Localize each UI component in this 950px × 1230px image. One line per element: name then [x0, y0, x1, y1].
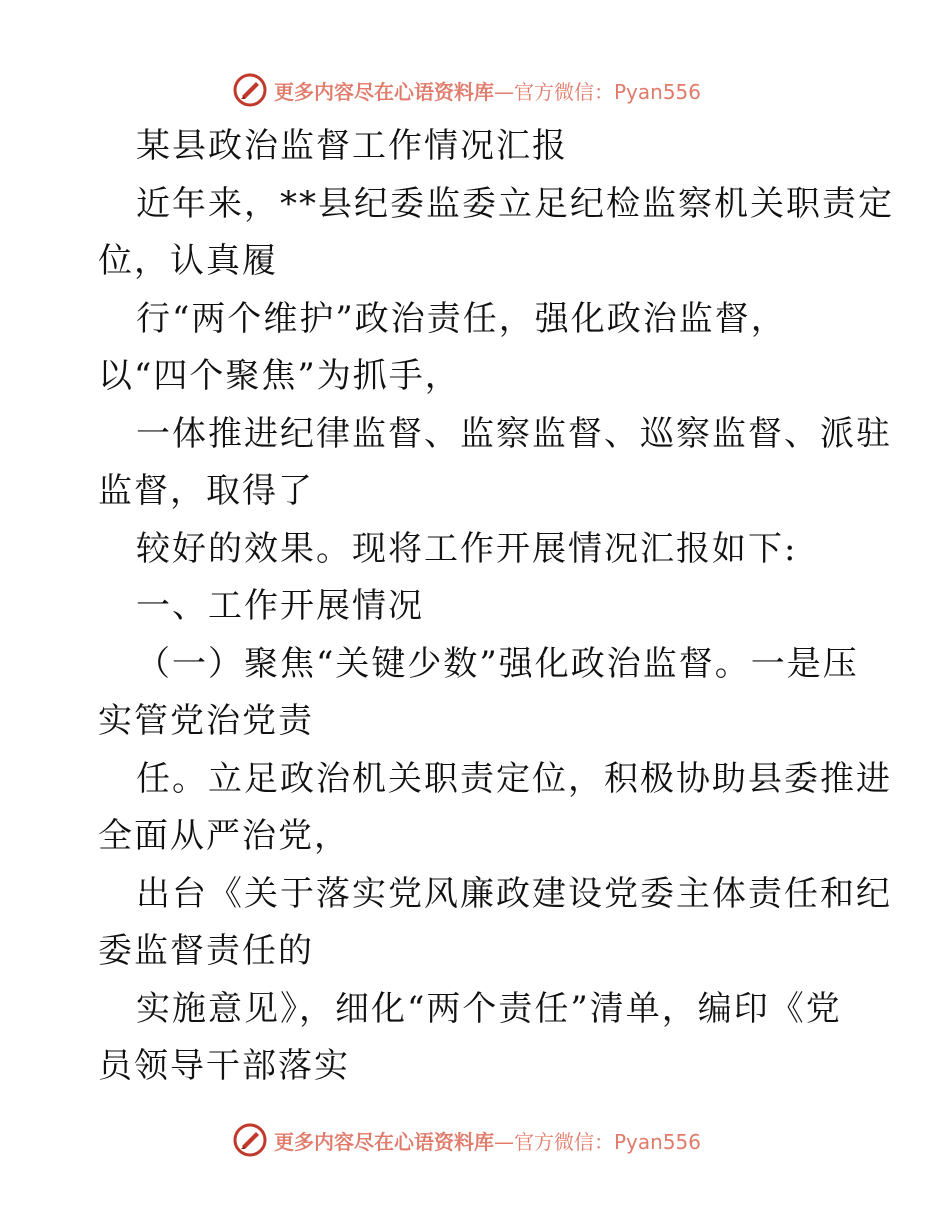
header-banner: [232, 70, 701, 110]
paragraph-line: 出台《关于落实党风廉政建设党委主体责任和纪: [136, 873, 892, 914]
red-seal-logo-icon: [232, 1122, 268, 1158]
paragraph-line: （一）聚焦“关键少数”强化政治监督。一是压: [136, 643, 859, 684]
banner-sub-text: —官方微信：Pyan556: [494, 79, 702, 104]
banner-main-text: 更多内容尽在心语资料库: [274, 1129, 494, 1154]
red-seal-logo-icon: [232, 72, 268, 108]
paragraph-line: 实施意见》，细化“两个责任”清单，编印《党: [136, 988, 842, 1029]
section-heading: 一、工作开展情况: [136, 586, 424, 626]
banner-main-text: 更多内容尽在心语资料库: [274, 79, 494, 104]
paragraph-line: 行“两个维护”政治责任，强化政治监督，: [136, 298, 787, 339]
paragraph-line: 以“四个聚焦”为抓手，: [98, 356, 461, 396]
paragraph-line: 一体推进纪律监督、监察监督、巡察监督、派驻: [136, 413, 892, 454]
paragraph-line: 近年来，**县纪委监委立足纪检监察机关职责定: [136, 183, 894, 224]
footer-banner: [232, 1120, 701, 1160]
paragraph-line: 全面从严治党，: [98, 816, 350, 856]
paragraph-line: 实管党治党责: [98, 701, 314, 741]
paragraph-line: 监督，取得了: [98, 471, 314, 511]
banner-sub-text: —官方微信：Pyan556: [494, 1129, 702, 1154]
paragraph-line: 较好的效果。现将工作开展情况汇报如下:: [136, 528, 798, 569]
paragraph-line: 委监督责任的: [98, 931, 314, 971]
document-body: [98, 118, 894, 1096]
paragraph-line: 位，认真履: [98, 241, 278, 281]
paragraph-line: 任。立足政治机关职责定位，积极协助县委推进: [136, 758, 892, 799]
document-title: 某县政治监督工作情况汇报: [136, 126, 568, 166]
paragraph-line: 员领导干部落实: [98, 1046, 350, 1086]
